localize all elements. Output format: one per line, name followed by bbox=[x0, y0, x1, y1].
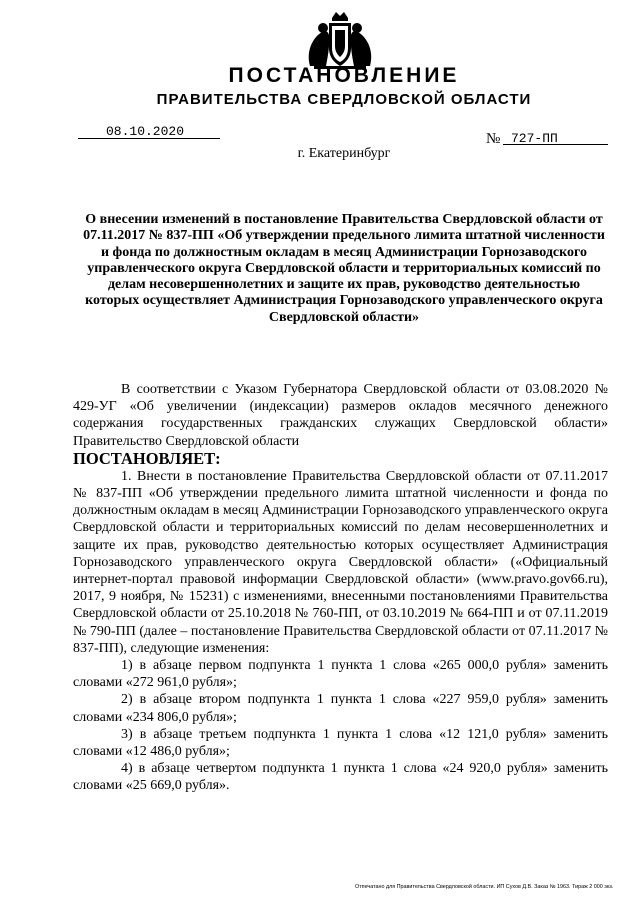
decree-heading: О внесении изменений в постановление Правительства Свердловской области от 07.11.2017 № 837-ПП «Об утверждении предельного лимита штатной численности и фонда по должностным окладам в месяц Администрации Горнозаводского управленческого округа Свердловской области и территориальных комиссий по делам несовершеннолетних и защите их прав, руководство деятельностью которых осуществляет Администрация Горнозаводского управленческого округа Свердловской области» bbox=[83, 212, 605, 325]
subitem-2-paragraph: 2) в абзаце втором подпункта 1 пункта 1 слова «227 959,0 рубля» заменить словами «234 806,0 рубля»; bbox=[73, 692, 608, 725]
document-number: 727-ПП bbox=[511, 131, 558, 146]
number-label: № bbox=[486, 131, 501, 147]
document-body bbox=[73, 381, 608, 795]
document-title: ПОСТАНОВЛЕНИЕ bbox=[228, 64, 460, 87]
decree-word: ПОСТАНОВЛЯЕТ: bbox=[73, 448, 221, 468]
city-line: г. Екатеринбург bbox=[297, 146, 391, 161]
preamble-paragraph: В соответствии с Указом Губернатора Свердловской области от 03.08.2020 № 429-УГ «Об увеличении (индексации) размеров окладов месячного денежного содержания государственных гражданских служащих Свердловской области» Правительство Свердловской области bbox=[73, 382, 608, 449]
item-1-paragraph: 1. Внести в постановление Правительства Свердловской области от 07.11.2017 № 837-ПП «Об утверждении предельного лимита штатной численности и фонда по должностным окладам в месяц Администрации Горнозаводского управленческого округа Свердловской области и территориальных комиссий по делам несовершеннолетних и защите их прав, руководство деятельностью которых осуществляет Администрация Горнозаводского управленческого округа Свердловской области» («Официальный интернет-портал правовой информации Свердловской области» (www.pravo.gov66.ru), 2017, 9 ноября, № 15231) с изменениями, внесенными постановлениями Правительства Свердловской области от 25.10.2018 № 760-ПП, от 03.10.2019 № 664-ПП и от 07.11.2019 № 790-ПП (далее – постановление Правительства Свердловской области от 07.11.2017 № 837-ПП), следующие изменения: bbox=[73, 468, 608, 656]
document-subtitle: ПРАВИТЕЛЬСТВА СВЕРДЛОВСКОЙ ОБЛАСТИ bbox=[156, 91, 532, 108]
subitem-4-paragraph: 4) в абзаце четвертом подпункта 1 пункта 1 слова «24 920,0 рубля» заменить словами «25 669,0 рубля». bbox=[73, 761, 608, 794]
coat-of-arms-emblem bbox=[296, 8, 384, 72]
subitem-1-paragraph: 1) в абзаце первом подпункта 1 пункта 1 слова «265 000,0 рубля» заменить словами «272 961,0 рубля»; bbox=[73, 658, 608, 691]
subitem-3-paragraph: 3) в абзаце третьем подпункта 1 пункта 1 слова «12 121,0 рубля» заменить словами «12 486,0 рубля»; bbox=[73, 726, 608, 760]
print-footer: Отпечатано для Правительства Свердловской области. ИП Сухов Д.В. Заказ № 1963. Тираж 2 000 экз. bbox=[355, 884, 614, 890]
document-date: 08.10.2020 bbox=[106, 124, 185, 139]
